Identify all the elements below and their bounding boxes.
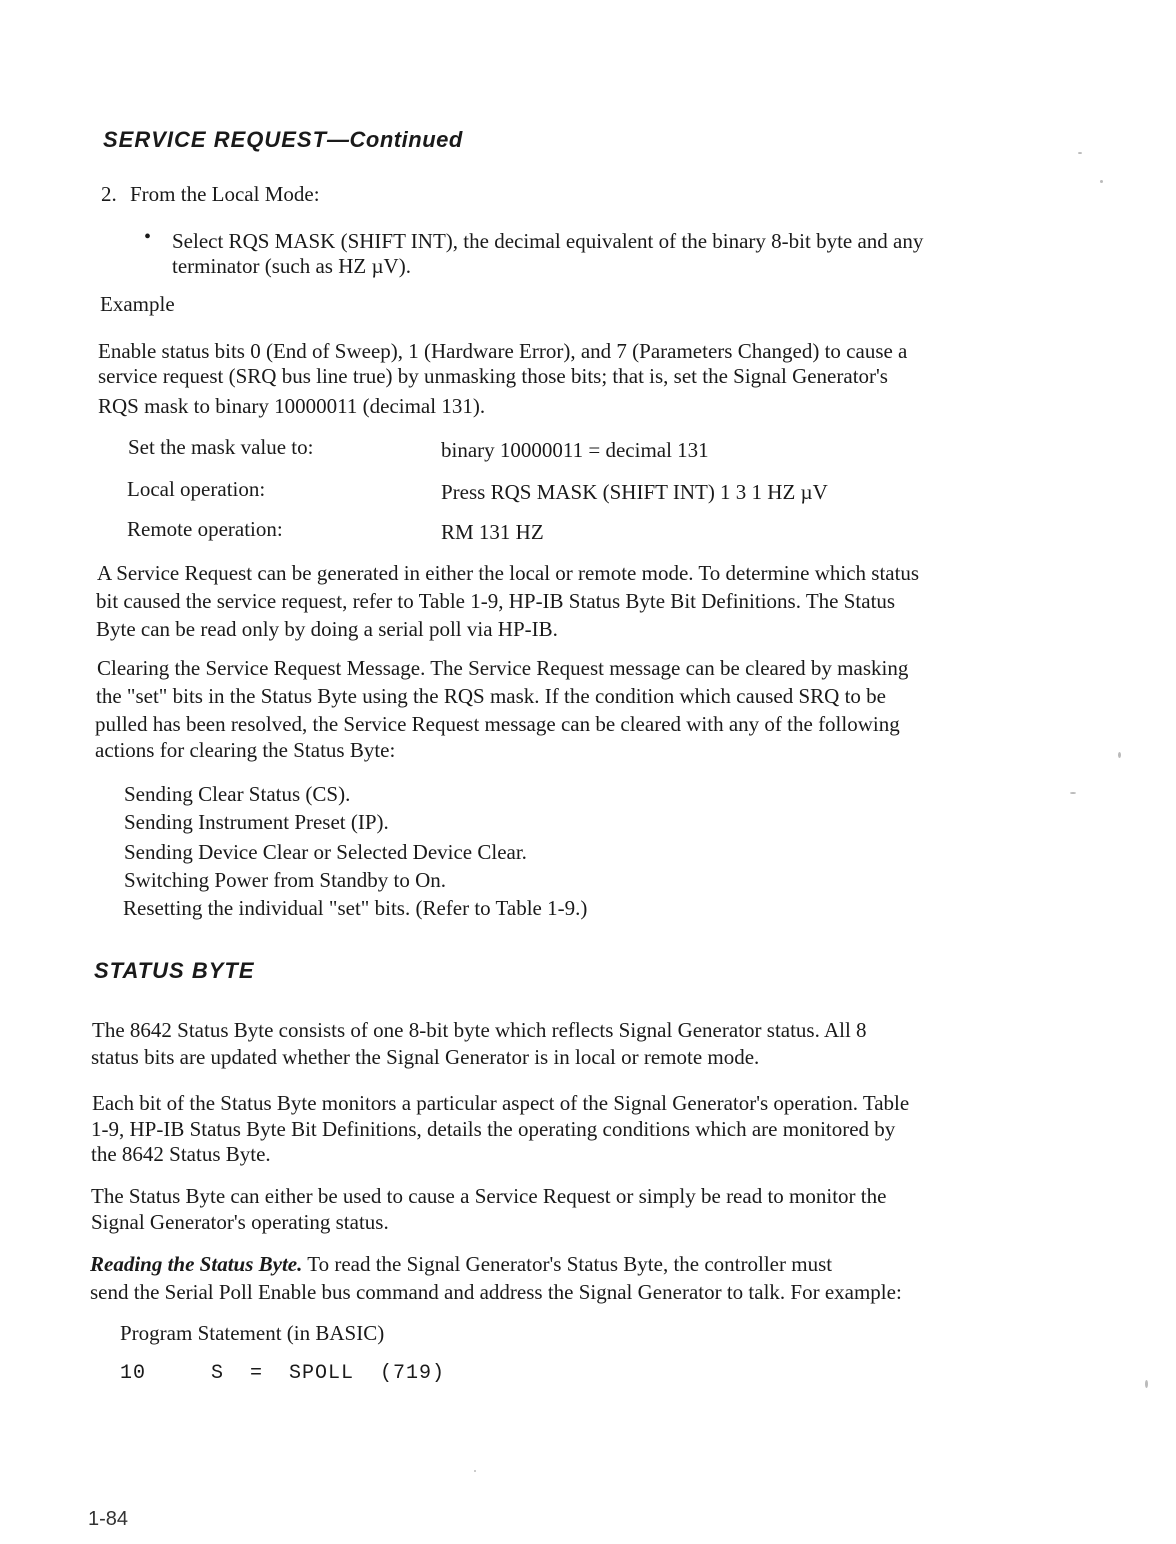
reading-line-1-rest: To read the Signal Generator's Status Byte, the controller must [302, 1252, 833, 1276]
example-text-line-3: RQS mask to binary 10000011 (decimal 131). [98, 394, 486, 418]
scan-speck [1078, 152, 1082, 154]
clear-action-item: Sending Instrument Preset (IP). [124, 810, 389, 834]
clearing-line-3: pulled has been resolved, the Service Request message can be cleared with any of the following [95, 712, 900, 736]
mask-value-remote: RM 131 HZ [441, 520, 544, 544]
scan-speck [474, 1470, 476, 1472]
mask-key-set: Set the mask value to: [128, 435, 314, 459]
program-label: Program Statement (in BASIC) [120, 1321, 385, 1345]
status-para-3-line-1: The Status Byte can either be used to cause a Service Request or simply be read to monitor the [91, 1184, 887, 1208]
scan-speck [1118, 752, 1121, 758]
reading-lead: Reading the Status Byte. [90, 1252, 303, 1276]
section-heading-main: SERVICE REQUEST [103, 127, 328, 152]
mask-key-local: Local operation: [127, 477, 266, 501]
program-code: 10 S = SPOLL (719) [120, 1362, 446, 1385]
scan-speck [1100, 180, 1103, 183]
status-para-1-line-2: status bits are updated whether the Signal Generator is in local or remote mode. [91, 1045, 760, 1069]
clear-action-item: Sending Device Clear or Selected Device Clear. [124, 840, 527, 864]
clearing-line-4: actions for clearing the Status Byte: [95, 738, 396, 762]
clearing-line-2: the "set" bits in the Status Byte using the RQS mask. If the condition which caused SRQ to be [96, 684, 886, 708]
service-request-line-2: bit caused the service request, refer to Table 1-9, HP-IB Status Byte Bit Definitions. The Status [96, 589, 896, 613]
step-text: From the Local Mode: [130, 182, 320, 206]
status-para-2-line-3: the 8642 Status Byte. [91, 1142, 271, 1166]
example-text-line-2: service request (SRQ bus line true) by unmasking those bits; that is, set the Signal Generator's [98, 364, 888, 388]
bullet-marker: • [144, 226, 152, 248]
clear-action-item: Sending Clear Status (CS). [124, 782, 351, 806]
section-heading [103, 127, 463, 153]
service-request-line-1: A Service Request can be generated in either the local or remote mode. To determine which status [97, 561, 920, 585]
status-byte-heading: STATUS BYTE [94, 958, 255, 983]
scan-speck [1070, 792, 1076, 794]
bullet-line-1: Select RQS MASK (SHIFT INT), the decimal equivalent of the binary 8-bit byte and any [172, 229, 924, 253]
clear-action-item: Resetting the individual "set" bits. (Refer to Table 1-9.) [123, 896, 588, 920]
status-para-2-line-2: 1-9, HP-IB Status Byte Bit Definitions, details the operating conditions which are monitored by [91, 1117, 896, 1141]
mask-value-set: binary 10000011 = decimal 131 [441, 438, 709, 462]
status-para-3-line-2: Signal Generator's operating status. [91, 1210, 389, 1234]
clearing-line-1: Clearing the Service Request Message. The Service Request message can be cleared by masking [97, 656, 909, 680]
scan-speck [1145, 1380, 1148, 1388]
status-para-1-line-1: The 8642 Status Byte consists of one 8-bit byte which reflects Signal Generator status. All 8 [92, 1018, 867, 1042]
service-request-line-3: Byte can be read only by doing a serial poll via HP-IB. [96, 617, 558, 641]
page-number: 1-84 [88, 1508, 129, 1530]
example-label: Example [100, 292, 175, 316]
bullet-line-2: terminator (such as HZ µV). [172, 254, 411, 278]
step-number: 2. [101, 182, 117, 206]
reading-line-1 [90, 1252, 832, 1277]
example-text-line-1: Enable status bits 0 (End of Sweep), 1 (Hardware Error), and 7 (Parameters Changed) to cause a [98, 339, 908, 363]
clear-action-item: Switching Power from Standby to On. [124, 868, 446, 892]
mask-value-local: Press RQS MASK (SHIFT INT) 1 3 1 HZ µV [441, 480, 828, 504]
section-heading-suffix: —Continued [327, 127, 463, 152]
mask-key-remote: Remote operation: [127, 517, 283, 541]
reading-line-2: send the Serial Poll Enable bus command and address the Signal Generator to talk. For example: [90, 1280, 902, 1304]
status-para-2-line-1: Each bit of the Status Byte monitors a particular aspect of the Signal Generator's operation. Table [92, 1091, 910, 1115]
